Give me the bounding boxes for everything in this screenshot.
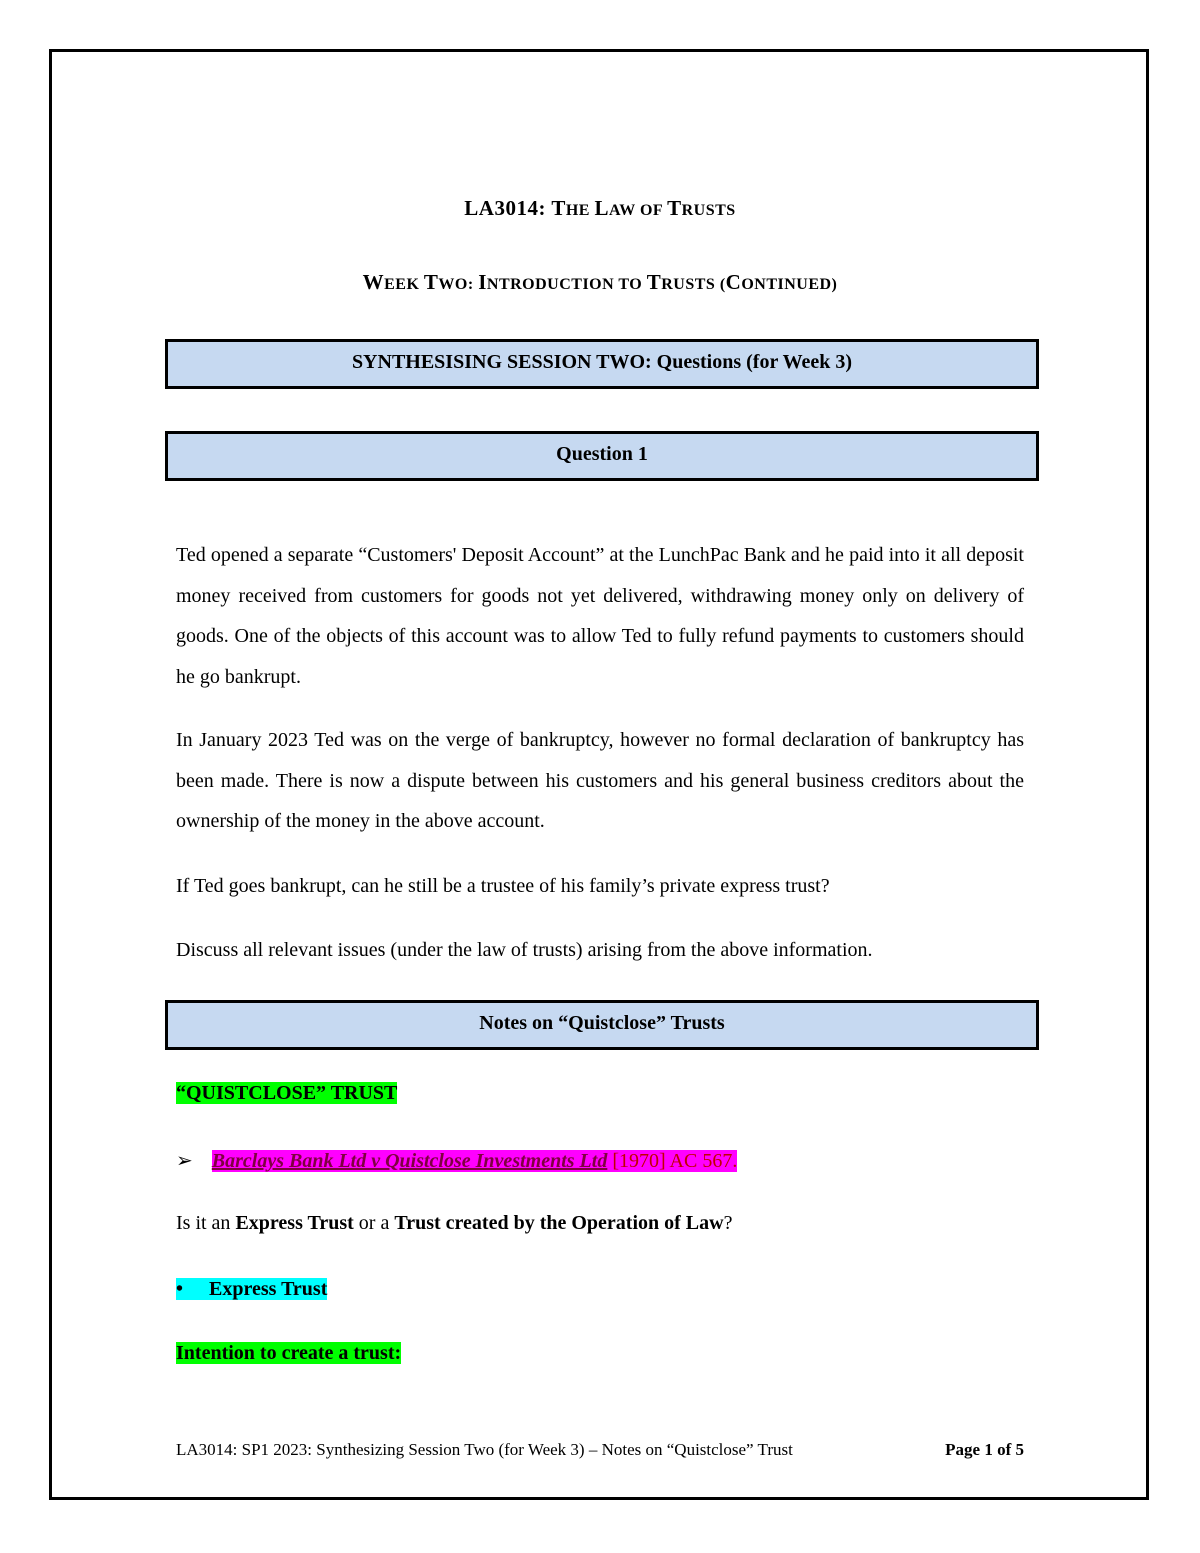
course-title: [0, 196, 1200, 221]
bullet-icon: •: [176, 1278, 184, 1300]
course-title-sc-0: HE: [565, 202, 595, 219]
quistclose-heading: [176, 1082, 397, 1105]
question-mid: or a: [353, 1212, 395, 1234]
page-footer: [176, 1440, 1024, 1460]
course-title-cap-1: L: [594, 196, 609, 220]
question-paragraph-3: If Ted goes bankrupt, can he still be a trustee of his family’s private express trust?: [176, 875, 830, 897]
trust-type-question: [176, 1212, 732, 1235]
express-trust-label: Express Trust: [209, 1278, 328, 1300]
week-title-sc-4: ONTINUED): [741, 276, 838, 293]
express-trust-highlight: [176, 1278, 327, 1300]
week-title-sc-0: EEK: [384, 276, 424, 293]
week-title-cap-1: T: [423, 270, 439, 294]
course-title-sc-2: RUSTS: [681, 202, 736, 219]
case-citation: [1970] AC 567.: [607, 1150, 738, 1172]
case-highlight: [212, 1150, 738, 1172]
week-title-cap-4: C: [725, 270, 742, 294]
operation-of-law-term: Trust created by the Operation of Law: [394, 1212, 724, 1234]
course-title-sc-1: AW OF: [608, 202, 668, 219]
arrow-bullet-icon: ➢: [176, 1150, 193, 1172]
intention-text: Intention to create a trust:: [176, 1342, 402, 1364]
intention-heading: [176, 1342, 401, 1365]
question-paragraph-1: Ted opened a separate “Customers' Deposit Account” at the LunchPac Bank and he paid into it all deposit money received from customers for goods not yet delivered, withdrawing money only on delivery of goods. One of the objects of this account was to allow Ted to fully refund payments to customers should he go bankrupt.: [176, 544, 1024, 688]
course-title-text: [551, 196, 735, 220]
case-name: Barclays Bank Ltd v Quistclose Investments Ltd: [211, 1150, 608, 1172]
week-title-cap-3: T: [646, 270, 662, 294]
week-title: [0, 270, 1200, 295]
notes-box: Notes on “Quistclose” Trusts: [165, 1000, 1039, 1050]
week-title-text: [363, 270, 838, 294]
week-title-cap-0: W: [362, 270, 385, 294]
question-box: Question 1: [165, 431, 1039, 481]
course-code: LA3014:: [464, 196, 546, 220]
express-trust-term: Express Trust: [235, 1212, 354, 1234]
quistclose-heading-text: “QUISTCLOSE” TRUST: [176, 1082, 398, 1104]
question-paragraph-4: Discuss all relevant issues (under the law of trusts) arising from the above information.: [176, 939, 873, 961]
week-title-cap-2: I: [478, 270, 487, 294]
express-trust-item: [176, 1278, 327, 1301]
course-title-cap-0: T: [551, 196, 566, 220]
session-box: SYNTHESISING SESSION TWO: Questions (for Week 3): [165, 339, 1039, 389]
week-title-sc-3: RUSTS (: [661, 276, 726, 293]
course-title-cap-2: T: [667, 196, 682, 220]
footer-left: LA3014: SP1 2023: Synthesizing Session Two (for Week 3) – Notes on “Quistclose” Trust: [176, 1440, 793, 1459]
question-paragraph-2: In January 2023 Ted was on the verge of bankruptcy, however no formal declaration of bankruptcy has been made. There is now a dispute between his customers and his general business creditors about the ownership of the money in the above account.: [176, 729, 1024, 832]
question-suffix: ?: [723, 1212, 733, 1234]
week-title-sc-1: WO:: [438, 276, 479, 293]
page-number: Page 1 of 5: [945, 1440, 1024, 1459]
case-reference: [176, 1148, 737, 1173]
week-title-sc-2: NTRODUCTION TO: [486, 276, 647, 293]
question-prefix: Is it an: [176, 1212, 236, 1234]
